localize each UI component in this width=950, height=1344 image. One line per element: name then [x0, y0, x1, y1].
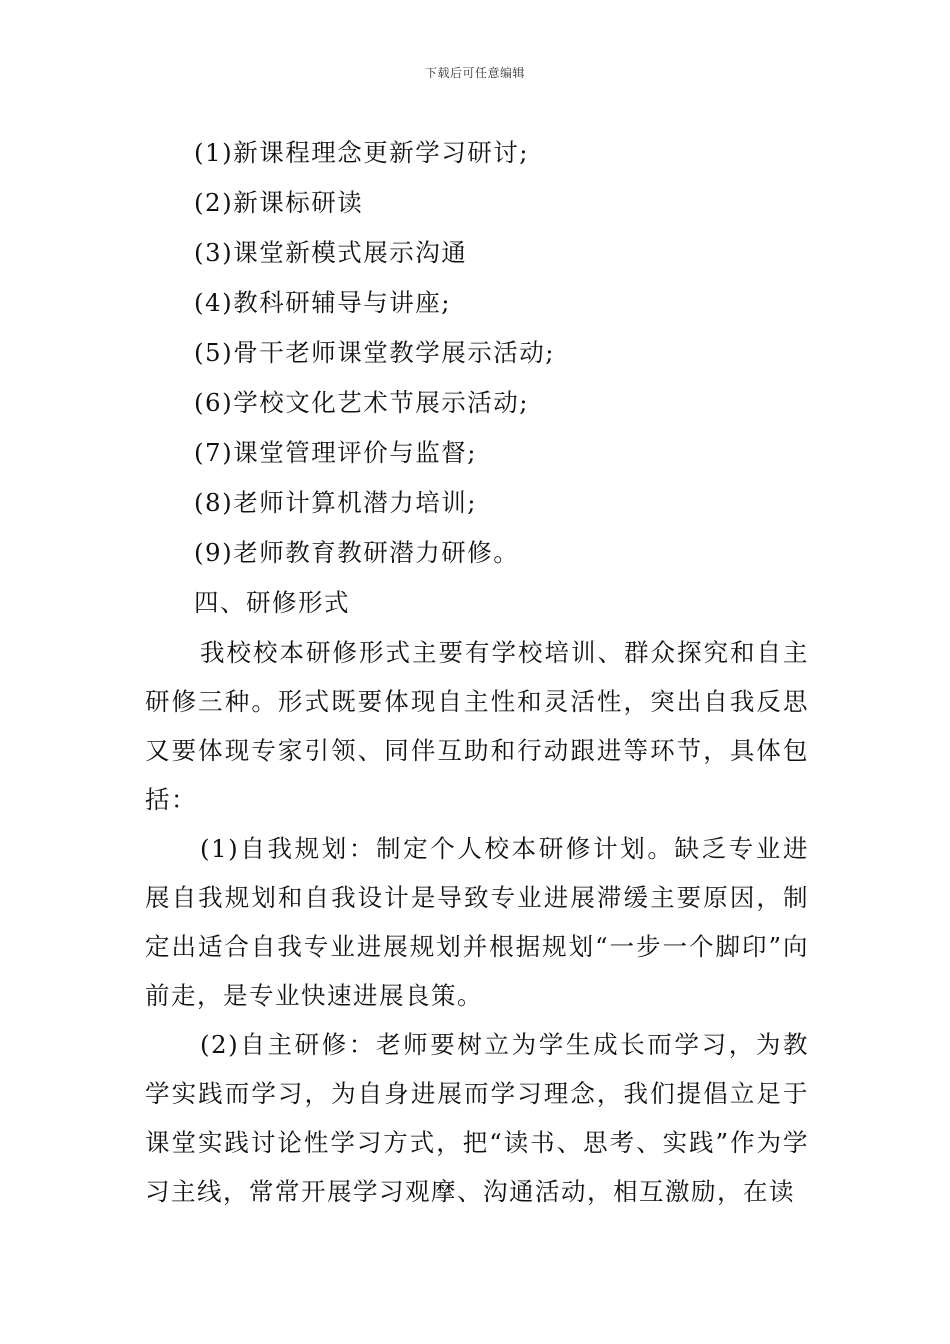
paragraph-intro: 我校校本研修形式主要有学校培训、群众探究和自主研修三种。形式既要体现自主性和灵活性，突出自我反思又要体现专家引领、同伴互助和行动跟进等环节，具体包括： — [145, 638, 809, 814]
page-header: 下载后可任意编辑 — [424, 66, 525, 80]
list-item: (2)新课标研读 — [194, 188, 364, 217]
list-item: (4)教科研辅导与讲座; — [194, 288, 451, 317]
paragraph-self-planning: (1)自我规划：制定个人校本研修计划。缺乏专业进展自我规划和自我设计是导致专业进展滞缓主要原因，制定出适合自我专业进展规划并根据规划“一步一个脚印”向前走，是专业快速进展良策。 — [145, 834, 809, 1010]
list-item: (5)骨干老师课堂教学展示活动; — [194, 338, 555, 367]
list-item: (6)学校文化艺术节展示活动; — [194, 388, 529, 417]
list-item: (9)老师教育教研潜力研修。 — [194, 538, 520, 567]
list-item: (8)老师计算机潜力培训; — [194, 488, 477, 517]
list-item: (7)课堂管理评价与监督; — [194, 438, 477, 467]
section-heading: 四、研修形式 — [194, 588, 350, 617]
document-body — [145, 128, 809, 1216]
list-item: (3)课堂新模式展示沟通 — [194, 238, 468, 267]
list-item: (1)新课程理念更新学习研讨; — [194, 138, 529, 167]
paragraph-self-study: (2)自主研修：老师要树立为学生成长而学习，为教学实践而学习，为自身进展而学习理念，我们提倡立足于课堂实践讨论性学习方式，把“读书、思考、实践”作为学习主线，常常开展学习观摩、沟通活动，相互激励，在读 — [145, 1030, 809, 1206]
